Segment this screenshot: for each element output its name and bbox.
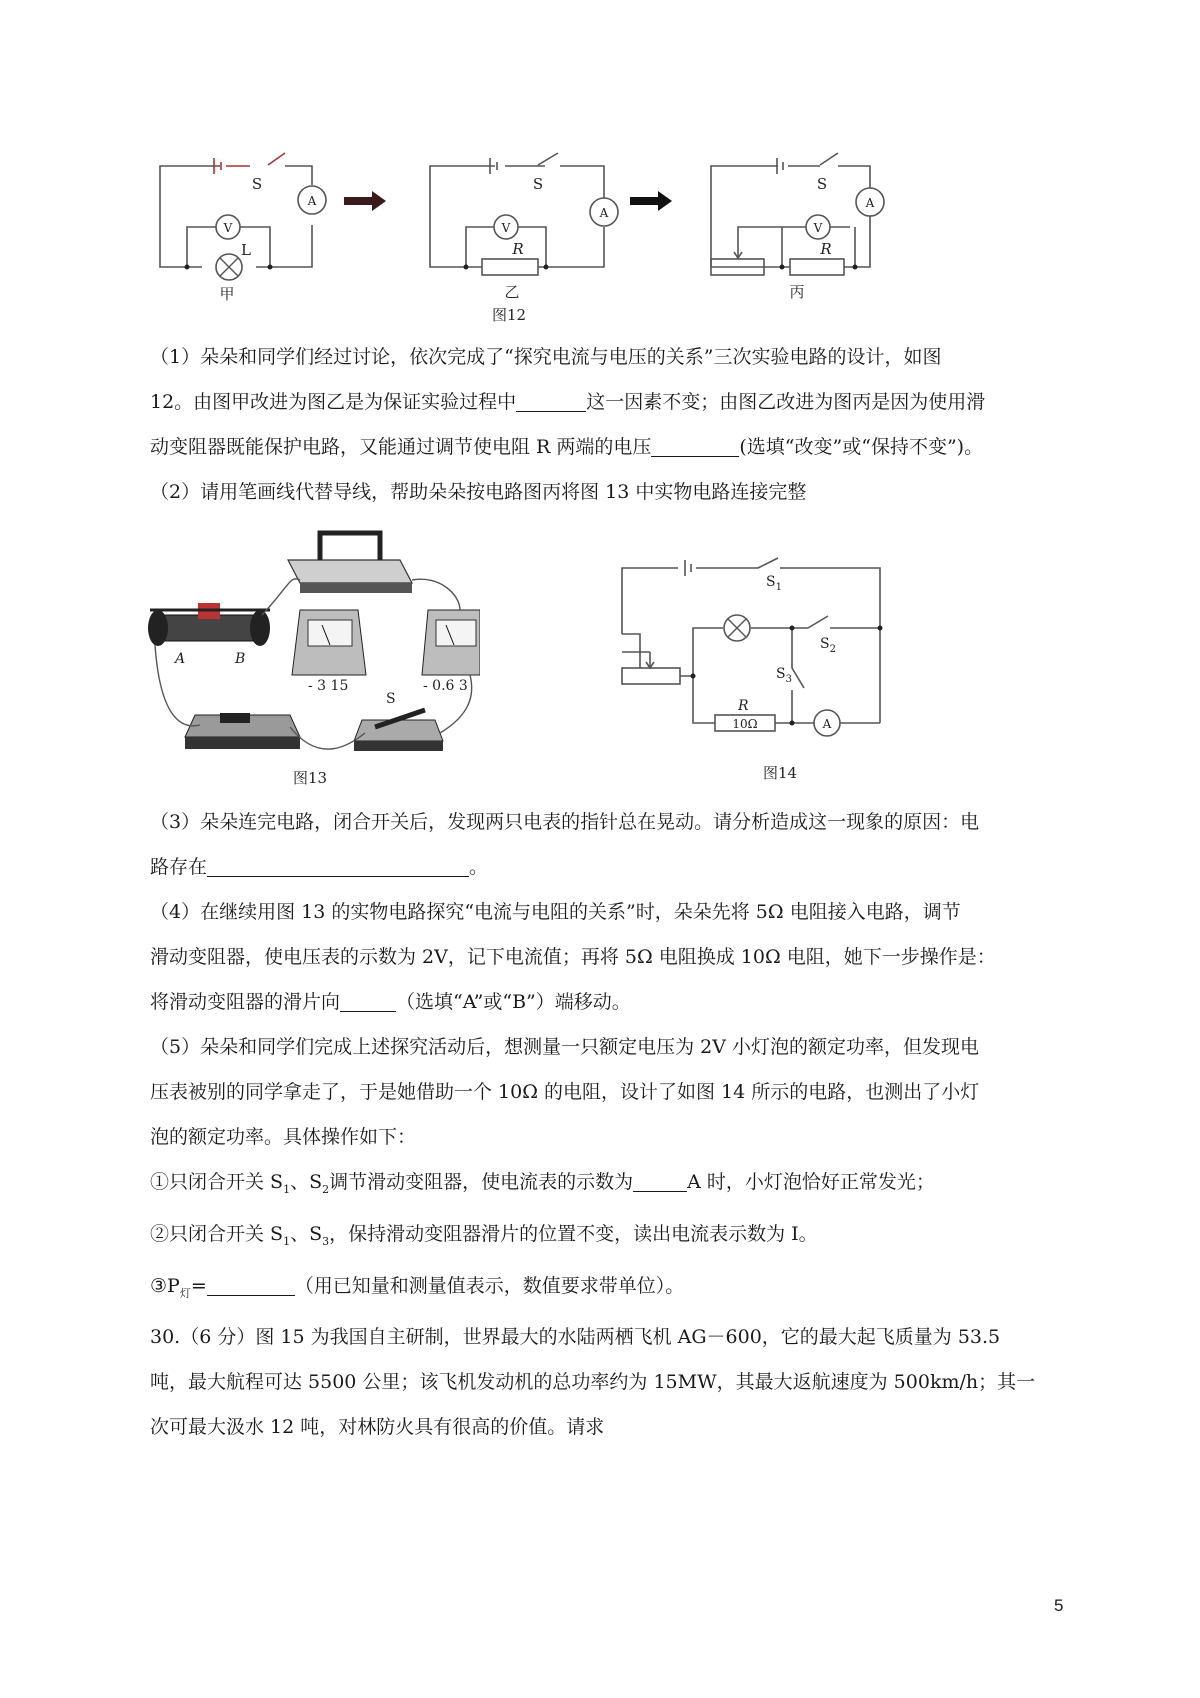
meter2-terminals: - 0.6 3 bbox=[423, 678, 468, 694]
s3-label: $S_3$ bbox=[776, 666, 792, 685]
q5-step-1 bbox=[150, 1160, 1050, 1212]
q4-text: 将滑动变阻器的滑片向 bbox=[150, 991, 341, 1013]
figure-13 bbox=[140, 515, 480, 795]
terminal-b-label: B bbox=[235, 651, 246, 667]
q3-text: 路存在 bbox=[150, 856, 208, 878]
resistor-label: R bbox=[738, 698, 749, 714]
fig13-caption: 图13 bbox=[292, 769, 328, 787]
resistor-label: R bbox=[512, 240, 524, 258]
fig12-jia-label: 甲 bbox=[219, 285, 235, 303]
switch-label: S bbox=[532, 175, 544, 193]
q5-sub: 1 bbox=[283, 1182, 291, 1196]
resistor-label: R bbox=[820, 240, 832, 258]
circuit-bing bbox=[711, 153, 870, 275]
q5-sub: 3 bbox=[322, 1234, 330, 1248]
ammeter-label: A bbox=[307, 194, 317, 208]
ammeter-label: A bbox=[822, 717, 832, 731]
circuit-jia bbox=[160, 153, 312, 267]
q5-text: ②只闭合开关 S bbox=[150, 1222, 284, 1245]
terminal-a-label: A bbox=[175, 651, 186, 667]
q1-text: 这一因素不变；由图乙改进为图丙是因为使用滑 bbox=[586, 391, 986, 413]
question-1 bbox=[150, 335, 1050, 515]
power-supply-icon bbox=[288, 533, 412, 593]
switch-label: S bbox=[386, 691, 396, 707]
q1-text: (选填“改变”或“保持不变”)。 bbox=[739, 436, 984, 458]
voltmeter-device-icon bbox=[292, 610, 366, 675]
q30-line-1: 30.（6 分）图 15 为我国自主研制，世界最大的水陆两栖飞机 AG－600，它的最大起飞质量为 53.5 bbox=[150, 1326, 1001, 1349]
q5-text: ，保持滑动变阻器滑片的位置不变，读出电流表示数为 I。 bbox=[329, 1222, 818, 1245]
q5-line-1: （5）朵朵和同学们完成上述探究活动后，想测量一只额定电压为 2V 小灯泡的额定功率，但发现电 bbox=[150, 1036, 979, 1058]
q5-text: ①只闭合开关 S bbox=[150, 1171, 284, 1193]
answer-blank[interactable] bbox=[340, 987, 396, 1012]
resistor-value: 10Ω bbox=[732, 717, 758, 731]
q5-step-3 bbox=[150, 1264, 1050, 1316]
fig12-bing-label: 丙 bbox=[789, 283, 805, 301]
q4-line-2: 滑动变阻器，使电压表的示数为 2V，记下电流值；再将 5Ω 电阻换成 10Ω 电阻，她下一步操作是： bbox=[150, 946, 996, 968]
resistor-board-icon bbox=[185, 713, 300, 749]
arrow-right-icon bbox=[344, 191, 386, 211]
voltmeter-label: V bbox=[813, 221, 823, 235]
q5-sub: 1 bbox=[283, 1234, 291, 1248]
question-3 bbox=[150, 800, 1050, 1450]
q5-text: A 时，小灯泡恰好正常发光； bbox=[687, 1171, 935, 1193]
s2-label: $S_2$ bbox=[820, 636, 836, 655]
q5-text: 、S bbox=[290, 1171, 323, 1193]
q1-line-1: （1）朵朵和同学们经过讨论，依次完成了“探究电流与电压的关系”三次实验电路的设计，如图 bbox=[150, 346, 942, 368]
page-number: 5 bbox=[1054, 1596, 1064, 1615]
rheostat-icon bbox=[148, 603, 270, 646]
q4-line-3 bbox=[150, 980, 1050, 1025]
switch-device-icon bbox=[354, 710, 443, 751]
q5-line-2: 压表被别的同学拿走了，于是她借助一个 10Ω 的电阻，设计了如图 14 所示的电路，也测出了小灯 bbox=[150, 1081, 980, 1103]
fig12-caption: 图12 bbox=[491, 306, 527, 324]
figure-12 bbox=[0, 0, 1200, 360]
q5-text: ③P bbox=[150, 1274, 180, 1297]
q5-text: = bbox=[190, 1274, 207, 1297]
voltmeter-label: V bbox=[223, 221, 233, 235]
q5-sub: 灯 bbox=[179, 1286, 191, 1300]
meter1-terminals: - 3 15 bbox=[308, 678, 349, 694]
fig12-yi-label: 乙 bbox=[504, 283, 520, 301]
q5-text: 调节滑动变阻器，使电流表的示数为 bbox=[329, 1171, 634, 1193]
q4-line-1: （4）在继续用图 13 的实物电路探究“电流与电阻的关系”时，朵朵先将 5Ω 电阻接入电路，调节 bbox=[150, 901, 961, 923]
q4-text: （选填“A”或“B”）端移动。 bbox=[396, 991, 631, 1013]
answer-blank[interactable] bbox=[207, 1271, 295, 1296]
arrow-right-icon bbox=[630, 191, 672, 211]
q30-line-2: 吨，最大航程可达 5500 公里；该飞机发动机的总功率约为 15MW，其最大返航速度为 500km/h；其一 bbox=[150, 1371, 1036, 1394]
ammeter-label: A bbox=[865, 196, 875, 210]
voltmeter-label: V bbox=[501, 221, 511, 235]
q3-text: 。 bbox=[469, 856, 489, 878]
q1-text: 12。由图甲改进为图乙是为保证实验过程中 bbox=[150, 391, 517, 413]
q1-text: 动变阻器既能保护电路，又能通过调节使电阻 R 两端的电压 bbox=[150, 436, 652, 458]
q1-line-3 bbox=[150, 425, 1050, 470]
q3-line-2 bbox=[150, 845, 1050, 890]
ammeter-label: A bbox=[599, 206, 609, 220]
answer-blank[interactable] bbox=[651, 432, 739, 457]
q30-line-3: 次可最大汲水 12 吨，对林防火具有很高的价值。请求 bbox=[150, 1416, 605, 1439]
s1-label: $S_1$ bbox=[766, 574, 782, 593]
figure-14 bbox=[600, 540, 920, 800]
q5-step-2 bbox=[150, 1212, 1050, 1264]
lamp-label: L bbox=[241, 241, 251, 259]
q1-line-2 bbox=[150, 380, 1050, 425]
fig14-caption: 图14 bbox=[762, 764, 798, 782]
q3-line-1: （3）朵朵连完电路，闭合开关后，发现两只电表的指针总在晃动。请分析造成这一现象的原因：电 bbox=[150, 811, 980, 833]
q5-line-3: 泡的额定功率。具体操作如下： bbox=[150, 1126, 417, 1148]
answer-blank[interactable] bbox=[516, 387, 586, 412]
q2-line-1: （2）请用笔画线代替导线，帮助朵朵按电路图丙将图 13 中实物电路连接完整 bbox=[150, 481, 807, 503]
ammeter-device-icon bbox=[422, 610, 480, 675]
q5-sub: 2 bbox=[322, 1182, 330, 1196]
q5-text: 、S bbox=[290, 1222, 323, 1245]
answer-blank[interactable] bbox=[207, 852, 469, 877]
switch-label: S bbox=[816, 175, 828, 193]
switch-label: S bbox=[251, 175, 263, 193]
answer-blank[interactable] bbox=[633, 1167, 687, 1192]
q5-text: （用已知量和测量值表示，数值要求带单位）。 bbox=[294, 1274, 685, 1297]
